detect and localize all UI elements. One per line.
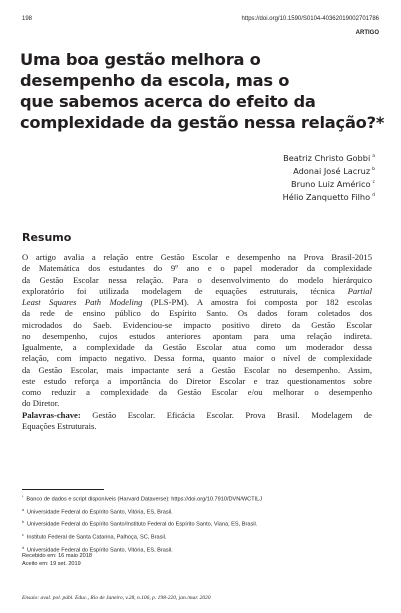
abstract-line: da rede de ensino público do Espírito Santo. Os dados foram coletados dos (22, 308, 372, 319)
footnote-divider (22, 489, 104, 490)
keywords-line: Palavras-chave: Gestão Escolar. Eficácia Escolar. Prova Brasil. Modelagem de (22, 409, 372, 420)
abstract-line: Least Squares Path Modeling (PLS-PM). A amostra foi composta por 182 escolas (22, 297, 373, 307)
abstract-line: da Gestão Escolar, mais impactante será a Gestão Escolar no desempenho. Assim, (22, 364, 372, 375)
submission-dates (22, 552, 92, 568)
abstract-line: no desempenho, cujos estudos anteriores apontam para uma relação indireta. (22, 330, 372, 341)
doi-link[interactable]: https://doi.org/10.1590/S0104-40362019002701786 (241, 16, 379, 22)
abstract-line: como reduzir a complexidade da Gestão Escolar e/ou melhorar o desempenho (22, 387, 372, 397)
author: Bruno Luiz Américo $^c$ (290, 179, 375, 189)
abstract-body (22, 252, 372, 432)
footnote: $^c$ Instituto Federal de Santa Catarina, Palhoça, SC, Brasil. (22, 533, 167, 541)
footnote: $^b$ Universidade Federal do Espírito Santo/Instituto Federal do Espírito Santo, Viana, ES, Brasil. (22, 520, 258, 528)
title-line: complexidade da gestão nessa relação?* (20, 113, 385, 132)
section-label: ARTIGO (355, 30, 379, 36)
footnotes (22, 492, 382, 556)
article-title (20, 49, 385, 133)
abstract-line: microdados do Saeb. Evidenciou-se impacto positivo direto da Gestão Escolar (22, 319, 372, 330)
abstract-line: O artigo avalia a relação entre Gestão Escolar e desempenho na Prova Brasil-2015 (22, 252, 372, 262)
author: Adonai José Lacruz $^b$ (293, 166, 375, 176)
abstract-heading: Resumo (22, 231, 72, 244)
title-line: Uma boa gestão melhora o (20, 50, 261, 69)
title-line: que sabemos acerca do efeito da (20, 92, 316, 111)
footnote: * Banco de dados e script disponíveis (Harvard Dataverse): https://doi.org/10.7910/DVN/WCTILJ (22, 495, 263, 503)
abstract-line: relação, com impacto negativo. Dessa forma, quanto maior o nível de complexidade (22, 353, 372, 364)
author: Hélio Zanquetto Filho $^d$ (282, 192, 375, 202)
abstract-line: da Gestão Escolar nessa relação. Para o desenvolvimento do modelo hierárquico (22, 274, 372, 285)
received-date: Recebido em: 16 maio 2018 (22, 553, 92, 559)
author: Beatriz Christo Gobbi $^a$ (283, 153, 375, 163)
page-number: 198 (22, 16, 33, 22)
author-list (283, 151, 375, 203)
keywords-line: Equações Estruturais. (22, 420, 97, 431)
title-line: desempenho da escola, mas o (20, 71, 290, 90)
footnote: $^a$ Universidade Federal do Espírito Santo, Vitória, ES, Brasil. (22, 507, 173, 516)
footnote: $^d$ Universidade Federal do Espírito Santo, Vitória, ES, Brasil. (22, 545, 173, 554)
journal-citation: Ensaio: aval. pol. públ. Educ., Rio de Janeiro, v.28, n.106, p. 198-220, jan./mar. 2020 (22, 595, 211, 601)
accepted-date: Aceito em: 19 set. 2019 (22, 561, 81, 568)
abstract-line: exploratório foi utilizada modelagem de equações estruturais, técnica Partial (22, 285, 372, 296)
abstract-line: este estudo reforça a importância do Diretor Escolar e traz questionamentos sobre (22, 375, 372, 386)
abstract-line: do Diretor. (22, 398, 60, 409)
abstract-line: Igualmente, a complexidade da Gestão Escolar atua como um moderador dessa (22, 342, 372, 352)
abstract-line: de Matemática dos estudantes do 9º ano e o papel moderador da complexidade (22, 263, 372, 274)
keywords-label: Palavras-chave: (22, 409, 81, 420)
